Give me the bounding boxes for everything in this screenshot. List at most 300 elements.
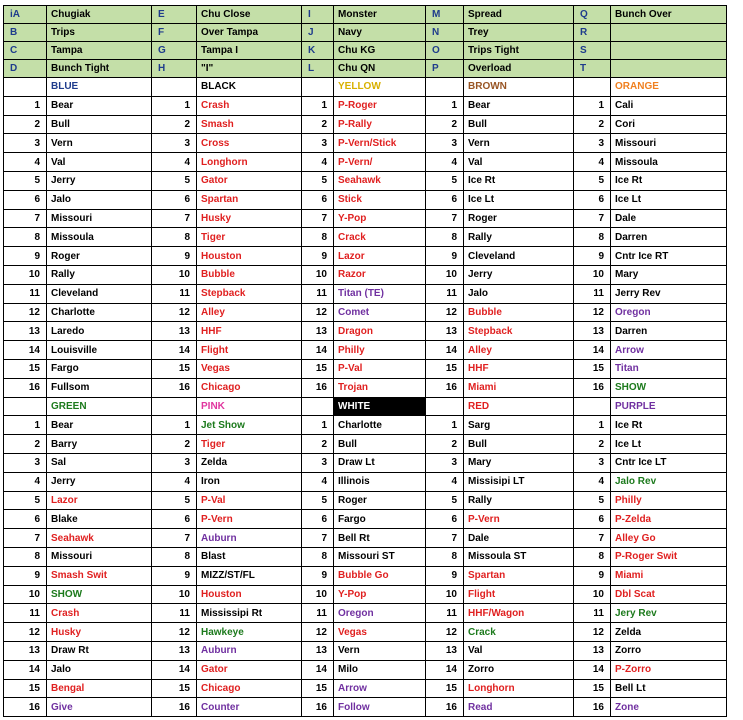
play-name: Jerry xyxy=(464,265,574,284)
play-row xyxy=(4,472,727,491)
group-header-spacer xyxy=(302,397,334,416)
play-name: Mississipi Rt xyxy=(197,604,302,623)
legend-formation: Tampa I xyxy=(197,42,302,60)
play-number: 13 xyxy=(426,641,464,660)
play-number: 12 xyxy=(4,303,47,322)
play-name: Arrow xyxy=(334,679,426,698)
play-name: Ice Lt xyxy=(611,190,727,209)
play-number: 8 xyxy=(4,228,47,247)
play-name: Charlotte xyxy=(47,303,152,322)
play-name: Alley Go xyxy=(611,529,727,548)
legend-row xyxy=(4,42,727,60)
play-number: 16 xyxy=(426,378,464,397)
play-row xyxy=(4,228,727,247)
group-name: ORANGE xyxy=(611,78,727,97)
play-number: 9 xyxy=(302,247,334,266)
play-number: 7 xyxy=(152,529,197,548)
play-name: Dragon xyxy=(334,322,426,341)
legend-key: C xyxy=(4,42,47,60)
play-name: Y-Pop xyxy=(334,209,426,228)
play-number: 4 xyxy=(574,153,611,172)
play-name: Fargo xyxy=(47,359,152,378)
play-number: 4 xyxy=(152,472,197,491)
play-number: 6 xyxy=(302,190,334,209)
play-row xyxy=(4,378,727,397)
play-number: 7 xyxy=(302,529,334,548)
play-name: Flight xyxy=(197,341,302,360)
play-number: 11 xyxy=(152,284,197,303)
play-name: P-Val xyxy=(334,359,426,378)
play-number: 1 xyxy=(426,96,464,115)
play-number: 10 xyxy=(574,265,611,284)
play-number: 6 xyxy=(574,510,611,529)
play-row xyxy=(4,115,727,134)
play-name: Smash xyxy=(197,115,302,134)
play-number: 8 xyxy=(4,547,47,566)
legend-key: F xyxy=(152,24,197,42)
play-number: 10 xyxy=(426,265,464,284)
play-name: Smash Swit xyxy=(47,566,152,585)
play-number: 1 xyxy=(574,96,611,115)
play-number: 14 xyxy=(574,341,611,360)
play-name: Missouri ST xyxy=(334,547,426,566)
play-name: Missouri xyxy=(611,134,727,153)
legend-key: K xyxy=(302,42,334,60)
play-row xyxy=(4,453,727,472)
group-name: BROWN xyxy=(464,78,574,97)
legend-key: E xyxy=(152,6,197,24)
play-number: 2 xyxy=(4,435,47,454)
play-number: 9 xyxy=(426,247,464,266)
play-row xyxy=(4,585,727,604)
play-name: Bengal xyxy=(47,679,152,698)
play-number: 6 xyxy=(4,190,47,209)
play-number: 5 xyxy=(426,491,464,510)
play-name: Lazor xyxy=(334,247,426,266)
play-number: 15 xyxy=(152,359,197,378)
play-name: Jerry xyxy=(47,472,152,491)
play-number: 11 xyxy=(302,604,334,623)
group-name: RED xyxy=(464,397,574,416)
play-name: Flight xyxy=(464,585,574,604)
grid-body xyxy=(4,6,727,717)
play-row xyxy=(4,134,727,153)
play-number: 7 xyxy=(4,529,47,548)
play-row xyxy=(4,604,727,623)
play-number: 14 xyxy=(302,660,334,679)
legend-key: Q xyxy=(574,6,611,24)
play-name: P-Zorro xyxy=(611,660,727,679)
play-name: P-Vern xyxy=(464,510,574,529)
play-row xyxy=(4,435,727,454)
play-number: 4 xyxy=(4,472,47,491)
play-name: Husky xyxy=(47,623,152,642)
play-number: 14 xyxy=(4,660,47,679)
play-number: 2 xyxy=(302,115,334,134)
play-name: Jery Rev xyxy=(611,604,727,623)
play-row xyxy=(4,679,727,698)
group-header-spacer xyxy=(426,78,464,97)
play-name: Bear xyxy=(47,96,152,115)
play-name: Blake xyxy=(47,510,152,529)
play-name: Lazor xyxy=(47,491,152,510)
play-name: Sal xyxy=(47,453,152,472)
play-number: 3 xyxy=(4,134,47,153)
group-header-spacer xyxy=(426,397,464,416)
play-name: SHOW xyxy=(611,378,727,397)
play-number: 2 xyxy=(152,435,197,454)
play-number: 9 xyxy=(426,566,464,585)
play-number: 6 xyxy=(426,190,464,209)
play-number: 14 xyxy=(4,341,47,360)
legend-formation: Bunch Tight xyxy=(47,60,152,78)
play-name: Oregon xyxy=(334,604,426,623)
play-name: P-Vern/Stick xyxy=(334,134,426,153)
play-row xyxy=(4,171,727,190)
play-number: 3 xyxy=(426,134,464,153)
play-number: 2 xyxy=(4,115,47,134)
group-name: WHITE xyxy=(334,397,426,416)
play-number: 16 xyxy=(302,378,334,397)
play-row xyxy=(4,265,727,284)
play-name: Auburn xyxy=(197,641,302,660)
play-name: P-Vern xyxy=(197,510,302,529)
play-number: 12 xyxy=(426,623,464,642)
play-number: 13 xyxy=(302,322,334,341)
play-name: Iron xyxy=(197,472,302,491)
legend-key: J xyxy=(302,24,334,42)
legend-formation: Monster xyxy=(334,6,426,24)
play-row xyxy=(4,359,727,378)
play-number: 15 xyxy=(4,679,47,698)
play-number: 12 xyxy=(152,303,197,322)
group-name: YELLOW xyxy=(334,78,426,97)
play-number: 3 xyxy=(302,134,334,153)
play-name: P-Rally xyxy=(334,115,426,134)
play-name: Roger xyxy=(334,491,426,510)
legend-formation: Trips Tight xyxy=(464,42,574,60)
play-number: 5 xyxy=(302,171,334,190)
play-row xyxy=(4,641,727,660)
play-name: Philly xyxy=(611,491,727,510)
play-name: Darren xyxy=(611,228,727,247)
play-name: Mary xyxy=(464,453,574,472)
play-row xyxy=(4,247,727,266)
play-number: 1 xyxy=(574,416,611,435)
play-name: Arrow xyxy=(611,341,727,360)
play-number: 7 xyxy=(426,529,464,548)
group-name: BLACK xyxy=(197,78,302,97)
play-name: Dale xyxy=(464,529,574,548)
play-number: 2 xyxy=(152,115,197,134)
play-number: 6 xyxy=(302,510,334,529)
play-number: 15 xyxy=(302,679,334,698)
play-number: 2 xyxy=(574,435,611,454)
play-name: Gator xyxy=(197,171,302,190)
play-number: 13 xyxy=(152,641,197,660)
play-number: 4 xyxy=(152,153,197,172)
play-name: Houston xyxy=(197,585,302,604)
play-number: 3 xyxy=(4,453,47,472)
legend-key: M xyxy=(426,6,464,24)
legend-row xyxy=(4,6,727,24)
play-name: Auburn xyxy=(197,529,302,548)
legend-formation: Chu Close xyxy=(197,6,302,24)
play-name: Cali xyxy=(611,96,727,115)
play-name: Bear xyxy=(47,416,152,435)
play-name: Bell Lt xyxy=(611,679,727,698)
play-number: 8 xyxy=(152,547,197,566)
play-name: Dale xyxy=(611,209,727,228)
play-number: 4 xyxy=(302,472,334,491)
play-name: Darren xyxy=(611,322,727,341)
playbook-grid xyxy=(3,5,727,717)
play-name: Bubble Go xyxy=(334,566,426,585)
play-number: 15 xyxy=(574,679,611,698)
play-name: Val xyxy=(464,641,574,660)
play-number: 16 xyxy=(302,698,334,717)
legend-formation: Trey xyxy=(464,24,574,42)
legend-key: N xyxy=(426,24,464,42)
play-name: Bull xyxy=(47,115,152,134)
play-name: Sarg xyxy=(464,416,574,435)
play-name: P-Zelda xyxy=(611,510,727,529)
play-number: 3 xyxy=(302,453,334,472)
play-name: Mary xyxy=(611,265,727,284)
play-number: 14 xyxy=(574,660,611,679)
play-number: 7 xyxy=(574,209,611,228)
play-number: 12 xyxy=(152,623,197,642)
play-name: Louisville xyxy=(47,341,152,360)
play-number: 12 xyxy=(574,303,611,322)
group-header-spacer xyxy=(4,397,47,416)
play-number: 4 xyxy=(302,153,334,172)
play-name: Cori xyxy=(611,115,727,134)
group-header-row xyxy=(4,78,727,97)
play-number: 10 xyxy=(152,585,197,604)
play-number: 5 xyxy=(574,171,611,190)
play-name: Blast xyxy=(197,547,302,566)
play-name: HHF/Wagon xyxy=(464,604,574,623)
legend-formation: "I" xyxy=(197,60,302,78)
play-row xyxy=(4,190,727,209)
play-name: Vern xyxy=(47,134,152,153)
play-name: Draw Rt xyxy=(47,641,152,660)
play-name: Husky xyxy=(197,209,302,228)
play-number: 6 xyxy=(152,510,197,529)
play-number: 9 xyxy=(152,247,197,266)
play-name: Rally xyxy=(464,228,574,247)
play-name: Val xyxy=(47,153,152,172)
play-number: 14 xyxy=(426,341,464,360)
play-name: Laredo xyxy=(47,322,152,341)
play-name: Ice Lt xyxy=(611,435,727,454)
legend-formation: Bunch Over xyxy=(611,6,727,24)
play-number: 11 xyxy=(426,284,464,303)
legend-key: D xyxy=(4,60,47,78)
play-name: Cleveland xyxy=(464,247,574,266)
play-name: Hawkeye xyxy=(197,623,302,642)
legend-key: L xyxy=(302,60,334,78)
play-name: Zone xyxy=(611,698,727,717)
play-number: 10 xyxy=(302,265,334,284)
legend-formation xyxy=(611,24,727,42)
play-number: 5 xyxy=(4,171,47,190)
play-name: SHOW xyxy=(47,585,152,604)
play-number: 13 xyxy=(4,322,47,341)
play-name: Alley xyxy=(464,341,574,360)
play-number: 1 xyxy=(426,416,464,435)
play-name: Gator xyxy=(197,660,302,679)
play-number: 4 xyxy=(574,472,611,491)
play-number: 10 xyxy=(574,585,611,604)
play-name: Give xyxy=(47,698,152,717)
play-number: 11 xyxy=(302,284,334,303)
play-number: 13 xyxy=(574,322,611,341)
play-number: 8 xyxy=(152,228,197,247)
legend-key: iA xyxy=(4,6,47,24)
play-name: Oregon xyxy=(611,303,727,322)
play-number: 3 xyxy=(426,453,464,472)
play-number: 8 xyxy=(426,228,464,247)
play-number: 11 xyxy=(426,604,464,623)
play-number: 5 xyxy=(574,491,611,510)
play-name: Houston xyxy=(197,247,302,266)
play-number: 16 xyxy=(152,378,197,397)
play-name: Crash xyxy=(197,96,302,115)
play-number: 2 xyxy=(426,435,464,454)
play-number: 3 xyxy=(152,134,197,153)
play-number: 7 xyxy=(574,529,611,548)
play-row xyxy=(4,341,727,360)
play-name: Ice Rt xyxy=(611,416,727,435)
play-number: 2 xyxy=(574,115,611,134)
play-name: Cntr Ice LT xyxy=(611,453,727,472)
play-number: 10 xyxy=(152,265,197,284)
play-name: Vern xyxy=(334,641,426,660)
group-name: PURPLE xyxy=(611,397,727,416)
play-name: Bear xyxy=(464,96,574,115)
play-number: 16 xyxy=(4,378,47,397)
play-number: 16 xyxy=(152,698,197,717)
play-name: P-Val xyxy=(197,491,302,510)
play-number: 3 xyxy=(152,453,197,472)
play-name: Missouri xyxy=(47,547,152,566)
play-number: 4 xyxy=(426,472,464,491)
play-name: Titan xyxy=(611,359,727,378)
play-name: Fullsom xyxy=(47,378,152,397)
play-row xyxy=(4,566,727,585)
play-number: 9 xyxy=(4,247,47,266)
play-row xyxy=(4,284,727,303)
play-number: 1 xyxy=(4,416,47,435)
play-number: 7 xyxy=(426,209,464,228)
play-name: Rally xyxy=(47,265,152,284)
play-number: 15 xyxy=(426,359,464,378)
play-number: 8 xyxy=(574,547,611,566)
play-number: 7 xyxy=(152,209,197,228)
play-name: Ice Lt xyxy=(464,190,574,209)
play-number: 6 xyxy=(574,190,611,209)
play-number: 1 xyxy=(152,96,197,115)
play-name: Ice Rt xyxy=(611,171,727,190)
play-row xyxy=(4,153,727,172)
play-name: Cntr Ice RT xyxy=(611,247,727,266)
legend-formation: Navy xyxy=(334,24,426,42)
play-name: Crack xyxy=(464,623,574,642)
play-name: Cleveland xyxy=(47,284,152,303)
play-name: Jalo xyxy=(47,660,152,679)
play-name: Jet Show xyxy=(197,416,302,435)
play-name: Barry xyxy=(47,435,152,454)
legend-key: B xyxy=(4,24,47,42)
play-number: 12 xyxy=(574,623,611,642)
play-number: 11 xyxy=(574,604,611,623)
play-name: Trojan xyxy=(334,378,426,397)
play-number: 13 xyxy=(574,641,611,660)
play-number: 3 xyxy=(574,134,611,153)
play-number: 2 xyxy=(426,115,464,134)
play-number: 15 xyxy=(302,359,334,378)
legend-formation: Over Tampa xyxy=(197,24,302,42)
play-name: Chicago xyxy=(197,378,302,397)
group-name: PINK xyxy=(197,397,302,416)
play-name: Val xyxy=(464,153,574,172)
legend-row xyxy=(4,60,727,78)
play-name: Bull xyxy=(464,115,574,134)
play-row xyxy=(4,303,727,322)
play-name: Chicago xyxy=(197,679,302,698)
play-name: HHF xyxy=(197,322,302,341)
play-number: 11 xyxy=(574,284,611,303)
play-name: P-Roger Swit xyxy=(611,547,727,566)
play-name: Zorro xyxy=(611,641,727,660)
play-number: 14 xyxy=(426,660,464,679)
group-header-spacer xyxy=(152,78,197,97)
play-number: 1 xyxy=(152,416,197,435)
play-name: Ice Rt xyxy=(464,171,574,190)
play-name: Vern xyxy=(464,134,574,153)
play-name: Missoula xyxy=(611,153,727,172)
play-row xyxy=(4,623,727,642)
play-number: 12 xyxy=(302,303,334,322)
play-number: 8 xyxy=(426,547,464,566)
play-number: 10 xyxy=(4,265,47,284)
play-row xyxy=(4,510,727,529)
play-row xyxy=(4,96,727,115)
play-name: Dbl Scat xyxy=(611,585,727,604)
play-number: 7 xyxy=(302,209,334,228)
play-name: HHF xyxy=(464,359,574,378)
play-number: 12 xyxy=(426,303,464,322)
play-row xyxy=(4,322,727,341)
play-number: 6 xyxy=(4,510,47,529)
play-number: 12 xyxy=(4,623,47,642)
legend-formation: Chu KG xyxy=(334,42,426,60)
play-name: Zelda xyxy=(197,453,302,472)
play-number: 11 xyxy=(4,604,47,623)
group-header-spacer xyxy=(302,78,334,97)
play-row xyxy=(4,529,727,548)
play-name: Bull xyxy=(334,435,426,454)
legend-key: G xyxy=(152,42,197,60)
legend-formation: Spread xyxy=(464,6,574,24)
play-number: 16 xyxy=(574,378,611,397)
play-name: Draw Lt xyxy=(334,453,426,472)
play-number: 11 xyxy=(152,604,197,623)
group-header-row xyxy=(4,397,727,416)
play-name: Seahawk xyxy=(334,171,426,190)
